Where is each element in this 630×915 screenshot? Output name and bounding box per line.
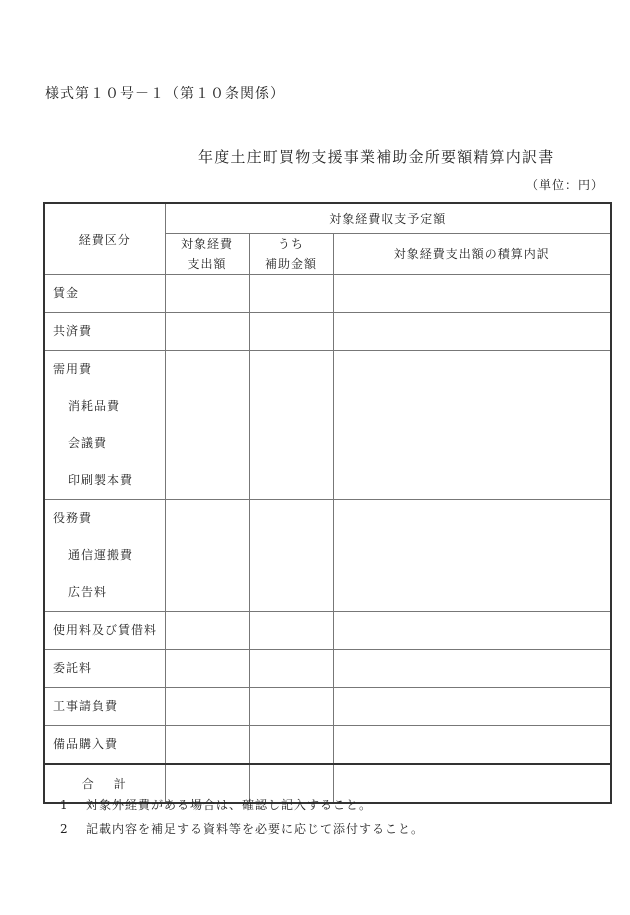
header-breakdown: 対象経費支出額の積算内訳 (333, 234, 611, 275)
category-label: 備品購入費 (53, 737, 119, 751)
header-category: 経費区分 (44, 203, 165, 275)
subsidy-cell[interactable] (249, 726, 333, 765)
expenditure-cell[interactable] (165, 612, 249, 650)
breakdown-cell[interactable] (333, 650, 611, 688)
subsidy-cell[interactable] (249, 351, 333, 500)
breakdown-cell[interactable] (333, 500, 611, 612)
expense-category (44, 726, 165, 765)
header-group: 対象経費収支予定額 (165, 203, 611, 234)
table-row (44, 351, 611, 500)
category-label: 使用料及び賃借料 (53, 623, 158, 637)
subcategory-label: 会議費 (68, 436, 108, 450)
unit-label: （単位：円） (526, 178, 605, 192)
notes (60, 796, 424, 844)
expenditure-cell[interactable] (165, 313, 249, 351)
table-row (44, 275, 611, 313)
breakdown-cell[interactable] (333, 726, 611, 765)
expenditure-cell[interactable] (165, 726, 249, 765)
expense-category (44, 612, 165, 650)
expenditure-cell[interactable] (165, 500, 249, 612)
header-expenditure: 対象経費 支出額 (165, 234, 249, 275)
subcategory-label: 消耗品費 (68, 399, 121, 413)
total-label: 合計 (44, 764, 165, 803)
expense-category (44, 500, 165, 612)
subsidy-cell[interactable] (249, 612, 333, 650)
expenditure-cell[interactable] (165, 688, 249, 726)
table-row (44, 313, 611, 351)
expense-category (44, 688, 165, 726)
category-label: 賃金 (53, 286, 80, 300)
breakdown-cell[interactable] (333, 275, 611, 313)
subsidy-cell[interactable] (249, 650, 333, 688)
subsidy-cell[interactable] (249, 688, 333, 726)
note-2: 2 記載内容を補足する資料等を必要に応じて添付すること。 (60, 822, 425, 836)
expense-category (44, 351, 165, 500)
category-label: 工事請負費 (53, 699, 119, 713)
breakdown-cell[interactable] (333, 313, 611, 351)
table-row (44, 688, 611, 726)
subsidy-cell[interactable] (249, 275, 333, 313)
form-number: 様式第１０号－１（第１０条関係） (45, 86, 285, 102)
category-label: 委託料 (53, 661, 93, 675)
header-subsidy: うち 補助金額 (249, 234, 333, 275)
note-1: 1 対象外経費がある場合は、確認し記入すること。 (60, 798, 373, 812)
expense-category (44, 275, 165, 313)
category-label: 需用費 (53, 362, 93, 376)
expense-table (43, 202, 612, 804)
category-label: 共済費 (53, 324, 93, 338)
subcategory-label: 広告料 (68, 585, 108, 599)
expenditure-cell[interactable] (165, 351, 249, 500)
breakdown-cell[interactable] (333, 688, 611, 726)
subcategory-label: 印刷製本費 (68, 473, 134, 487)
expenditure-cell[interactable] (165, 650, 249, 688)
subsidy-cell[interactable] (249, 313, 333, 351)
table-row (44, 612, 611, 650)
subcategory-label: 通信運搬費 (68, 548, 134, 562)
document-title: 年度土庄町買物支援事業補助金所要額精算内訳書 (198, 148, 555, 166)
expense-category (44, 650, 165, 688)
table-row (44, 650, 611, 688)
expense-category (44, 313, 165, 351)
expenditure-cell[interactable] (165, 275, 249, 313)
category-label: 役務費 (53, 511, 93, 525)
table-row (44, 726, 611, 765)
table-row (44, 500, 611, 612)
subsidy-cell[interactable] (249, 500, 333, 612)
breakdown-cell[interactable] (333, 612, 611, 650)
breakdown-cell[interactable] (333, 351, 611, 500)
